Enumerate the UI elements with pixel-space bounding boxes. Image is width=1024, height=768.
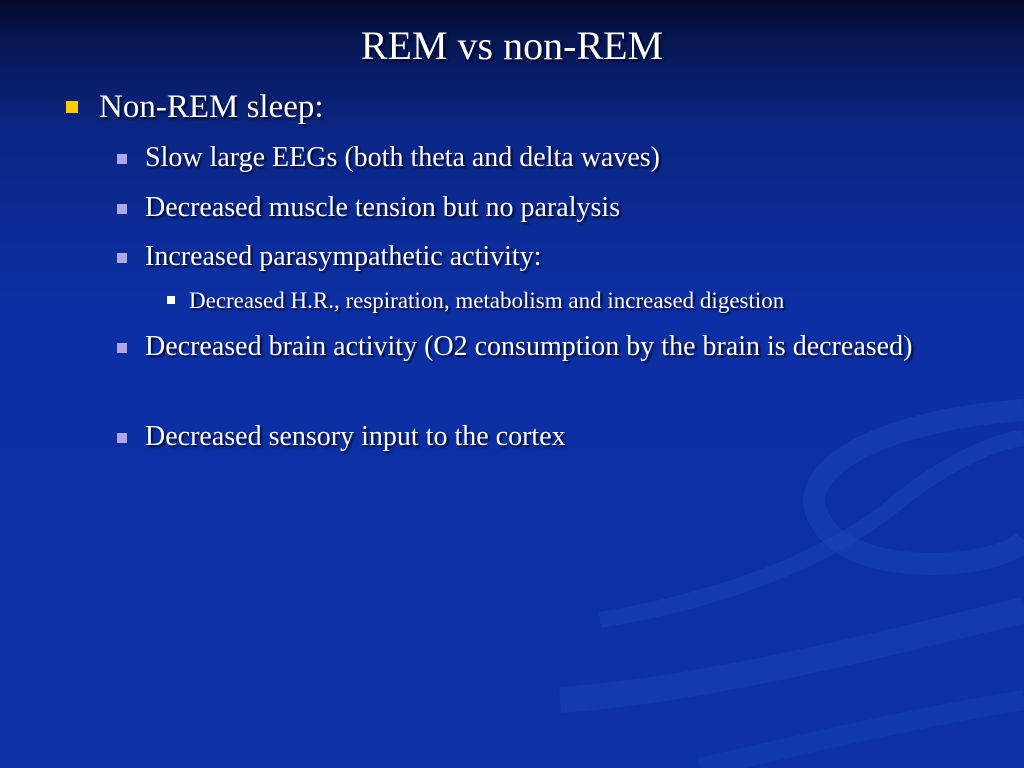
bullet-slow-large-eegs: Slow large EEGs (both theta and delta waves) — [145, 142, 661, 173]
slide-title: REM vs non-REM — [360, 23, 664, 68]
bullet-decreased-sensory-input: Decreased sensory input to the cortex — [145, 421, 566, 452]
bullet-increased-parasympathetic: Increased parasympathetic activity: — [145, 241, 542, 272]
square-bullet-icon — [66, 101, 78, 113]
bullet-decreased-muscle-tension: Decreased muscle tension but no paralysis — [145, 192, 621, 223]
square-bullet-icon — [117, 433, 127, 443]
bullet-level1-non-rem-sleep: Non-REM sleep: — [99, 89, 324, 125]
square-bullet-icon — [117, 154, 127, 164]
square-bullet-icon — [117, 343, 127, 353]
square-bullet-icon — [117, 253, 127, 263]
square-bullet-icon — [117, 204, 127, 214]
bullet-decreased-hr-respiration: Decreased H.R., respiration, metabolism and increased digestion — [189, 288, 785, 313]
square-bullet-icon — [167, 296, 175, 304]
bullet-decreased-brain-activity: Decreased brain activity (O2 consumption by the brain is decreased) — [145, 331, 913, 362]
